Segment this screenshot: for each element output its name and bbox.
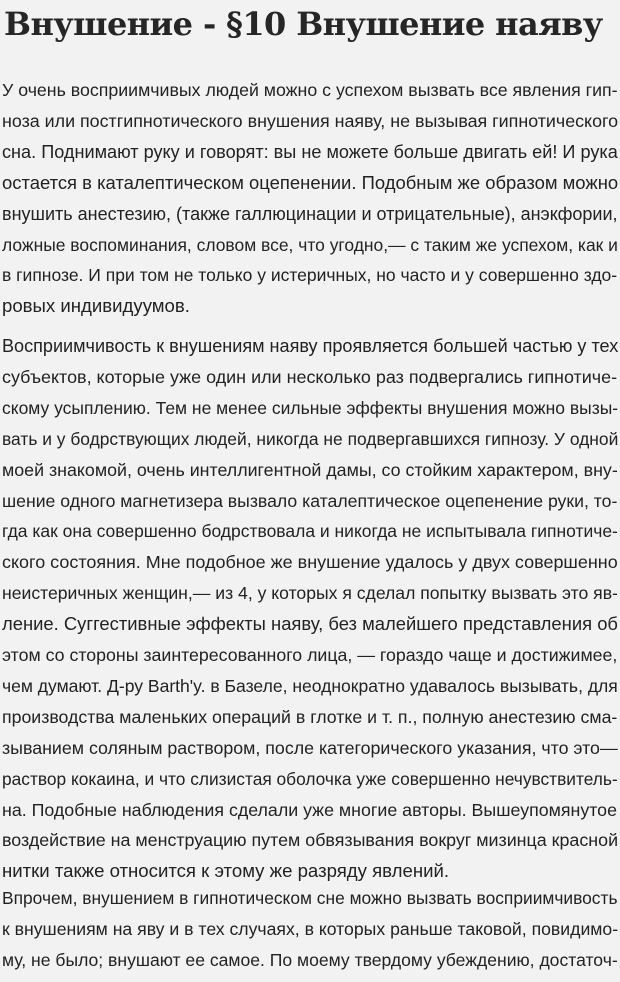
text-line: вать и у бодрствующих людей, никогда не подвергавшихся гипнозу. У одной (2, 428, 619, 449)
text-line: Впрочем, внушением в гипнотическом сне можно вызвать восприимчивость (2, 888, 618, 908)
text-line: гда как она совершенно бодрствовала и никогда не испытывала гипнотиче- (2, 521, 618, 542)
text-line: ровых индивидуумов. (2, 295, 190, 317)
text-line: воздействие на менструацию путем обвязывания вокруг мизинца красной (2, 830, 619, 851)
text-line: в гипнозе. И при том не только у истеричных, но часто и у совершенно здо- (2, 265, 618, 286)
page-title: Внушение - §10 Внушение наяву (4, 5, 603, 43)
text-line: скому усыплению. Тем не менее сильные эффекты внушения можно вызы- (2, 397, 619, 418)
text-line: шение одного магнетизера вызвало каталептическое оцепенение руки, то- (2, 490, 618, 511)
text-line: неистеричных женщин,— из 4, у которых я сделал попытку вызвать это яв- (2, 583, 618, 604)
text-line: субъектов, которые уже один или несколько раз подвергались гипнотиче- (2, 366, 618, 387)
text-line: к внушениям на яву и в тех случаях, в которых раньше таковой, повидимо- (2, 918, 619, 939)
text-line: Восприимчивость к внушениям наяву проявляется большей частью у тех (2, 336, 619, 356)
text-line: раствор кокаина, и что слизистая оболочка уже совершенно нечувствитель- (2, 768, 618, 789)
text-line: сна. Поднимают руку и говорят: вы не можете больше двигать ей! И рука (2, 141, 618, 162)
text-line: производства маленьких операций в глотке и т. п., полную анестезию сма- (2, 706, 618, 727)
text-line: остается в каталептическом оцепенении. Подобным же образом можно (2, 171, 619, 193)
text-line: моей знакомой, очень интеллигентной дамы, со стойким характером, вну- (2, 459, 618, 480)
text-line: ского состояния. Мне подобное же внушение удалось у двух совершенно (2, 552, 618, 573)
text-line: У очень восприимчивых людей можно с успехом вызвать все явления гип- (2, 80, 618, 100)
text-line: нитки также относится к этому же разряду явлений. (2, 860, 450, 882)
text-line: му, не было; внушают ее самое. По моему твердому убеждению, достаточ- (2, 949, 618, 970)
text-line: ложные воспоминания, словом все, что угодно,— с таким же успехом, как и (2, 234, 618, 255)
text-line: зыванием соляным раствором, после категорического указания, что это— (2, 737, 618, 758)
text-line: чем думают. Д-ру Barth'y. в Базеле, неоднократно удавалось вызывать, для (2, 675, 618, 696)
text-line: внушить анестезию, (также галлюцинации и отрицательные), анэкфории, (2, 203, 618, 224)
text-line: ноза или постгипнотического внушения наяву, не вызывая гипнотического (2, 110, 619, 131)
text-line: на. Подобные наблюдения сделали уже многие авторы. Вышеупомянутое (2, 799, 617, 820)
text-line: этом со стороны заинтересованного лица, — гораздо чаще и достижимее, (2, 645, 618, 665)
text-line: ление. Суггестивные эффекты наяву, без малейшего представления об (2, 613, 618, 635)
